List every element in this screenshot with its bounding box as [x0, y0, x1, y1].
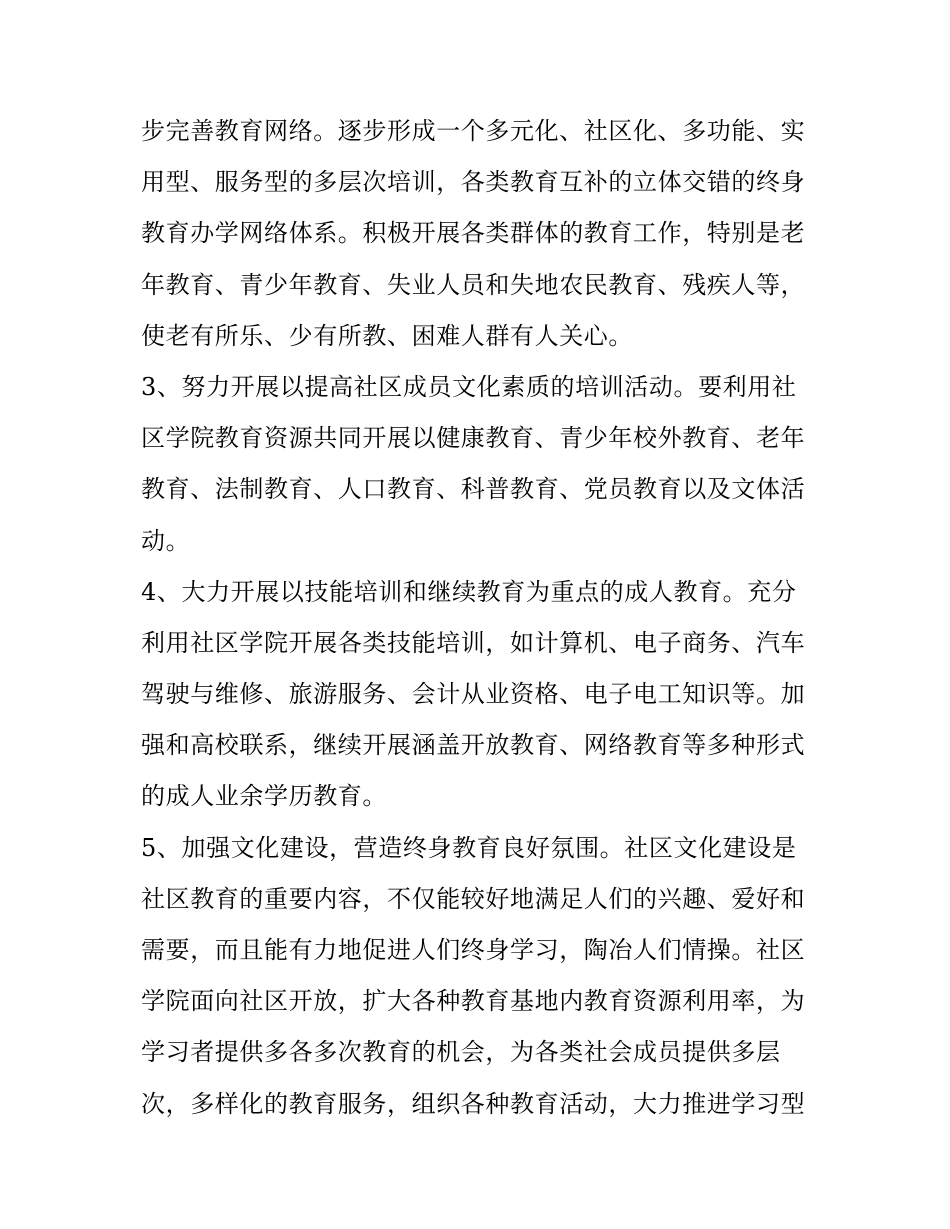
paragraph-line: 5、加强文化建设，营造终身教育良好氛围。社区文化建设是 [141, 833, 797, 862]
paragraph-line: 学习者提供多各多次教育的机会，为各类社会成员提供多层 [141, 1038, 781, 1067]
paragraph-line: 使老有所乐、少有所教、困难人群有人关心。 [141, 321, 633, 350]
paragraph-line: 的成人业余学历教育。 [141, 782, 387, 811]
paragraph-line: 学院面向社区开放，扩大各种教育基地内教育资源利用率，为 [141, 987, 806, 1016]
paragraph-line: 区学院教育资源共同开展以健康教育、青少年校外教育、老年 [141, 424, 806, 453]
paragraph-line: 社区教育的重要内容，不仅能较好地满足人们的兴趣、爱好和 [141, 884, 806, 913]
paragraph-line: 次，多样化的教育服务，组织各种教育活动，大力推进学习型 [141, 1089, 806, 1118]
paragraph-line: 4、大力开展以技能培训和继续教育为重点的成人教育。充分 [141, 577, 797, 606]
paragraph-line: 利用社区学院开展各类技能培训，如计算机、电子商务、汽车 [141, 628, 806, 657]
paragraph-line: 步完善教育网络。逐步形成一个多元化、社区化、多功能、实 [141, 117, 806, 145]
paragraph-line: 强和高校联系，继续开展涵盖开放教育、网络教育等多种形式 [141, 731, 806, 760]
paragraph-line: 需要，而且能有力地促进人们终身学习，陶冶人们情操。社区 [141, 936, 806, 964]
paragraph-line: 教育、法制教育、人口教育、科普教育、党员教育以及文体活 [141, 475, 806, 504]
paragraph-line: 用型、服务型的多层次培训，各类教育互补的立体交错的终身 [141, 168, 806, 197]
paragraph-line: 教育办学网络体系。积极开展各类群体的教育工作，特别是老 [141, 219, 806, 248]
document-body [141, 106, 821, 1130]
paragraph-line: 驾驶与维修、旅游服务、会计从业资格、电子电工知识等。加 [141, 680, 806, 709]
paragraph-line: 3、努力开展以提高社区成员文化素质的培训活动。要利用社 [141, 372, 797, 401]
paragraph-line: 动。 [141, 526, 191, 555]
paragraph-line: 年教育、青少年教育、失业人员和失地农民教育、残疾人等， [141, 270, 806, 299]
